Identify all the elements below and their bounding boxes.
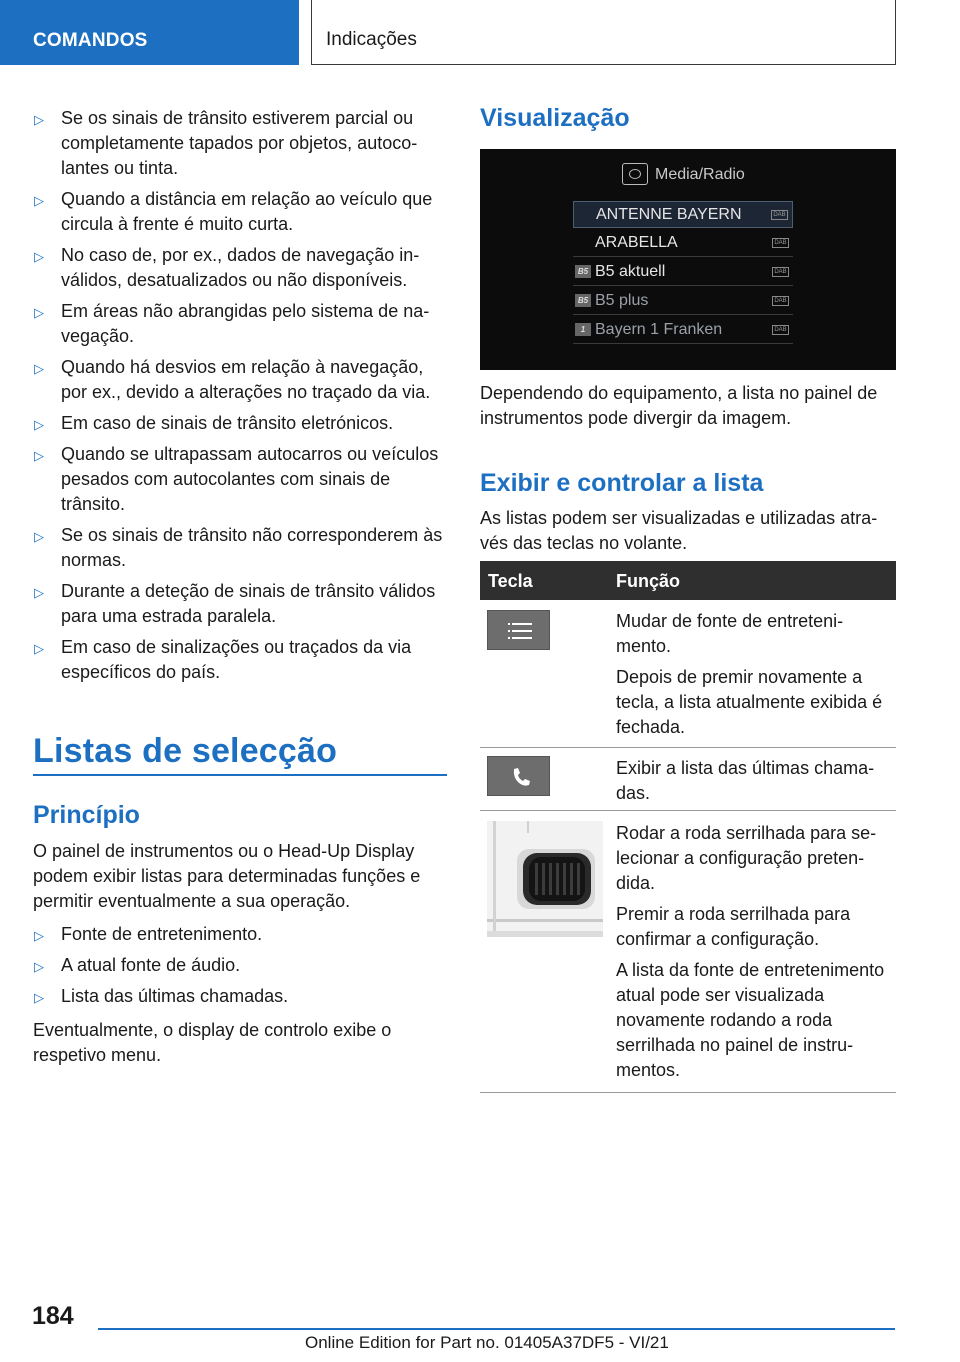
dab-badge: DAB: [772, 296, 789, 306]
list-item: ▷ Se os sinais de trânsito estiverem parcial ou completamente tapados por objetos, autocolantes ou tinta.: [34, 108, 418, 178]
triangle-bullet-icon: ▷: [34, 448, 44, 463]
station-logo: B5: [575, 265, 591, 278]
station-row: B5 B5 aktuell DAB: [573, 259, 793, 286]
section-title: COMANDOS: [33, 30, 148, 51]
station-row: ANTENNE BAYERN DAB: [573, 201, 793, 228]
triangle-bullet-icon: ▷: [34, 249, 44, 264]
list-item: ▷ Quando se ultrapassam autocarros ou veículos pesados com autocolantes com sinais de trânsito.: [34, 444, 439, 514]
station-row: B5 B5 plus DAB: [573, 288, 793, 315]
chapter-box: [311, 0, 896, 65]
table-cell: Exibir a lista das últimas chamadas.: [616, 758, 875, 803]
control-heading: Exibir e controlar a lista: [480, 469, 764, 497]
list-item: ▷ Lista das últimas chamadas.: [33, 984, 447, 1009]
station-row: 1 Bayern 1 Franken DAB: [573, 317, 793, 344]
table-cell: Rodar a roda serrilhada para selecionar a configuração pretendida. Premir a roda serrilhada para confirmar a configuração. A lista da fonte de entretenimento atual pode ser visualizada novamente rodando a roda serrilhada no painel de instrumentos.: [616, 823, 885, 1080]
column-header-function: Função: [616, 571, 681, 591]
triangle-bullet-icon: ▷: [34, 990, 44, 1005]
principle-heading: Princípio: [33, 801, 140, 829]
row-divider: [480, 1092, 896, 1093]
station-logo: B5: [575, 294, 591, 307]
dab-badge: DAB: [772, 238, 789, 248]
list-item: ▷ Em caso de sinalizações ou traçados da via específicos do país.: [34, 637, 412, 682]
column-header-key: Tecla: [488, 571, 533, 591]
row-divider: [480, 810, 896, 811]
triangle-bullet-icon: ▷: [34, 193, 44, 208]
list-icon: [487, 610, 550, 650]
triangle-bullet-icon: ▷: [34, 641, 44, 656]
media-radio-icon: [622, 163, 648, 185]
list-item: ▷ Fonte de entretenimento.: [33, 922, 447, 947]
chapter-title: Indicações: [326, 29, 417, 50]
list-types: [33, 922, 447, 1009]
list-item: ▷ Em áreas não abrangidas pelo sistema de navegação.: [34, 301, 430, 346]
triangle-bullet-icon: ▷: [34, 361, 44, 376]
heading-rule: [33, 774, 447, 776]
dab-badge: DAB: [772, 325, 789, 335]
table-header: [480, 561, 896, 600]
conditions-list: [33, 106, 447, 685]
dab-badge: DAB: [772, 267, 789, 277]
station-row: ARABELLA DAB: [573, 230, 793, 257]
visualization-heading: Visualização: [480, 104, 630, 132]
image-caption: Dependendo do equipamento, a lista no painel de instrumentos pode divergir da imagem.: [480, 383, 878, 428]
control-paragraph: As listas podem ser visualizadas e utilizadas através das teclas no volante.: [480, 508, 878, 553]
list-item: ▷ Em caso de sinais de trânsito eletrónicos.: [33, 411, 447, 436]
screen-title: Media/Radio: [655, 166, 745, 183]
triangle-bullet-icon: ▷: [34, 112, 44, 127]
edition-note: Online Edition for Part no. 01405A37DF5 - VI/21: [305, 1333, 669, 1352]
list-item: ▷ No caso de, por ex., dados de navegação inválidos, desatualizados ou não disponíveis.: [34, 245, 420, 290]
menu-paragraph: Eventualmente, o display de controlo exibe o respetivo menu.: [33, 1020, 392, 1065]
list-item: ▷ Quando a distância em relação ao veículo que circula à frente é muito curta.: [34, 189, 433, 234]
triangle-bullet-icon: ▷: [34, 959, 44, 974]
triangle-bullet-icon: ▷: [34, 529, 44, 544]
list-item: ▷ Quando há desvios em relação à navegação, por ex., devido a alterações no traçado da via.: [34, 357, 431, 402]
table-cell: Mudar de fonte de entretenimento. Depois de premir novamente a tecla, a lista atualmente exibida é fechada.: [616, 611, 883, 737]
row-divider: [480, 747, 896, 748]
triangle-bullet-icon: ▷: [34, 585, 44, 600]
footer-rule: [98, 1328, 895, 1330]
page-number: 184: [32, 1302, 74, 1330]
radio-screen-image: [480, 149, 896, 370]
section-heading: Listas de selecção: [33, 732, 338, 770]
knurled-wheel-icon: [487, 821, 603, 937]
list-item: ▷ Durante a deteção de sinais de trânsito válidos para uma estrada paralela.: [34, 581, 436, 626]
phone-icon: [487, 756, 550, 796]
list-item: ▷ Se os sinais de trânsito não corresponderem às normas.: [34, 525, 443, 570]
triangle-bullet-icon: ▷: [34, 305, 44, 320]
station-logo: 1: [575, 323, 591, 336]
triangle-bullet-icon: ▷: [34, 928, 44, 943]
section-tab: [0, 0, 299, 65]
list-item: ▷ A atual fonte de áudio.: [33, 953, 447, 978]
triangle-bullet-icon: ▷: [34, 417, 44, 432]
dab-badge: DAB: [771, 210, 788, 220]
principle-paragraph: O painel de instrumentos ou o Head-Up Display podem exibir listas para determinadas funções e permitir eventualmente a sua operação.: [33, 841, 421, 911]
